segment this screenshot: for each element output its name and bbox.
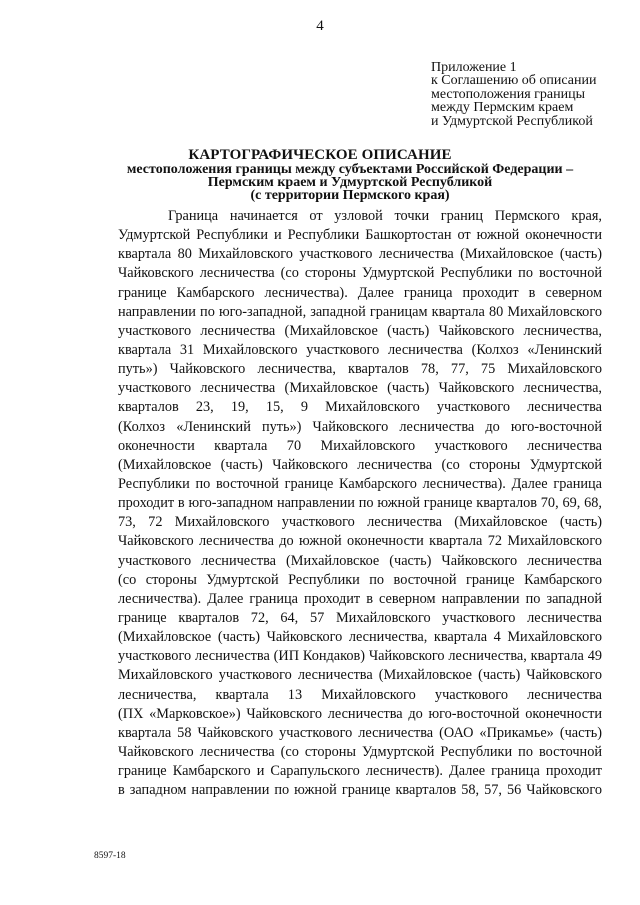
body-line: (Михайловское (часть) Чайковского лесничества (со стороны Удмуртской (118, 456, 602, 473)
body-line: кварталов 23, 19, 15, 9 Михайловского участкового лесничества (118, 399, 602, 416)
body-line: проходит в юго-западном направлении по южной границе кварталов 70, 69, 68, (118, 495, 602, 512)
body-line: границе Камбарского лесничества). Далее граница проходит в северном (118, 284, 602, 301)
appendix-line: к Соглашению об описании (431, 73, 597, 89)
body-line: квартала 58 Чайковского участкового лесничества (ОАО «Прикамье» (часть) (118, 724, 602, 741)
document-subtitle (100, 163, 600, 203)
appendix-line: Приложение 1 (431, 60, 517, 75)
appendix-line: между Пермским краем (431, 100, 574, 116)
body-line: 73, 72 Михайловского участкового лесничества (Михайловское (часть) (118, 514, 602, 531)
body-line: границе Камбарского и Сарапульского лесничеств). Далее граница проходит (118, 763, 602, 780)
body-line: участкового лесничества (Михайловское (часть) Чайковского лесничества (118, 552, 602, 569)
body-line: (Колхоз «Ленинский путь») Чайковского лесничества до юго-восточной (118, 418, 602, 435)
body-line: квартала 31 Михайловского участкового лесничества (Колхоз «Ленинский (118, 341, 602, 358)
subtitle-line: Пермским краем и Удмуртской Республикой (207, 175, 493, 191)
document-code: 8597-18 (94, 851, 126, 861)
body-line: Чайковского лесничества до южной оконечности квартала 72 Михайловского (118, 533, 602, 550)
document-title: КАРТОГРАФИЧЕСКОЕ ОПИСАНИЕ (188, 147, 452, 163)
body-line: в западном направлении по южной границе кварталов 58, 57, 56 Чайковского (118, 782, 602, 799)
appendix-line: местоположения границы (431, 86, 585, 102)
subtitle-line: (с территории Пермского края) (250, 188, 450, 204)
body-line: участкового лесничества (Михайловское (часть) Чайковского лесничества, (118, 322, 602, 339)
appendix-reference-block (431, 61, 631, 128)
body-line: Республики по восточной границе Камбарского лесничества). Далее граница (118, 475, 602, 492)
body-line: Чайковского лесничества (со стороны Удмуртской Республики по восточной (118, 265, 602, 282)
body-line: (ПХ «Марковское») Чайковского лесничества до юго-восточной оконечности (118, 705, 602, 722)
body-line: направлении по юго-западной, западной границам квартала 80 Михайловского (118, 303, 602, 320)
subtitle-line: местоположения границы между субъектами Российской Федерации – (126, 162, 574, 177)
body-line: Михайловского участкового лесничества (Михайловское (часть) Чайковского (118, 667, 602, 684)
body-line: Чайковского лесничества (со стороны Удмуртской Республики по восточной (118, 743, 602, 760)
body-line: участкового лесничества (ИП Кондаков) Чайковского лесничества, квартала 49 (118, 648, 602, 665)
body-line: (со стороны Удмуртской Республики по восточной границе Камбарского (118, 571, 602, 588)
appendix-line: и Удмуртской Республикой (431, 113, 593, 129)
body-line: лесничества). Далее граница проходит в северном направлении по западной (118, 590, 602, 607)
body-line: границе кварталов 72, 64, 57 Михайловского участкового лесничества (118, 609, 602, 626)
body-line: участкового лесничества (Михайловское (часть) Чайковского лесничества, (118, 380, 602, 397)
body-line: лесничества, квартала 13 Михайловского участкового лесничества (118, 686, 602, 703)
body-line: квартала 80 Михайловского участкового лесничества (Михайловское (часть) (118, 246, 602, 263)
page-number: 4 (316, 18, 324, 34)
body-line: Удмуртской Республики и Республики Башкортостан от южной оконечности (118, 227, 602, 244)
body-line: путь») Чайковского лесничества, кварталов 78, 77, 75 Михайловского (118, 361, 602, 378)
body-line: (Михайловское (часть) Чайковского лесничества, квартала 4 Михайловского (118, 629, 602, 646)
body-paragraph (118, 207, 602, 800)
body-line: оконечности квартала 70 Михайловского участкового лесничества (118, 437, 602, 454)
body-line: Граница начинается от узловой точки границ Пермского края, (168, 208, 602, 224)
